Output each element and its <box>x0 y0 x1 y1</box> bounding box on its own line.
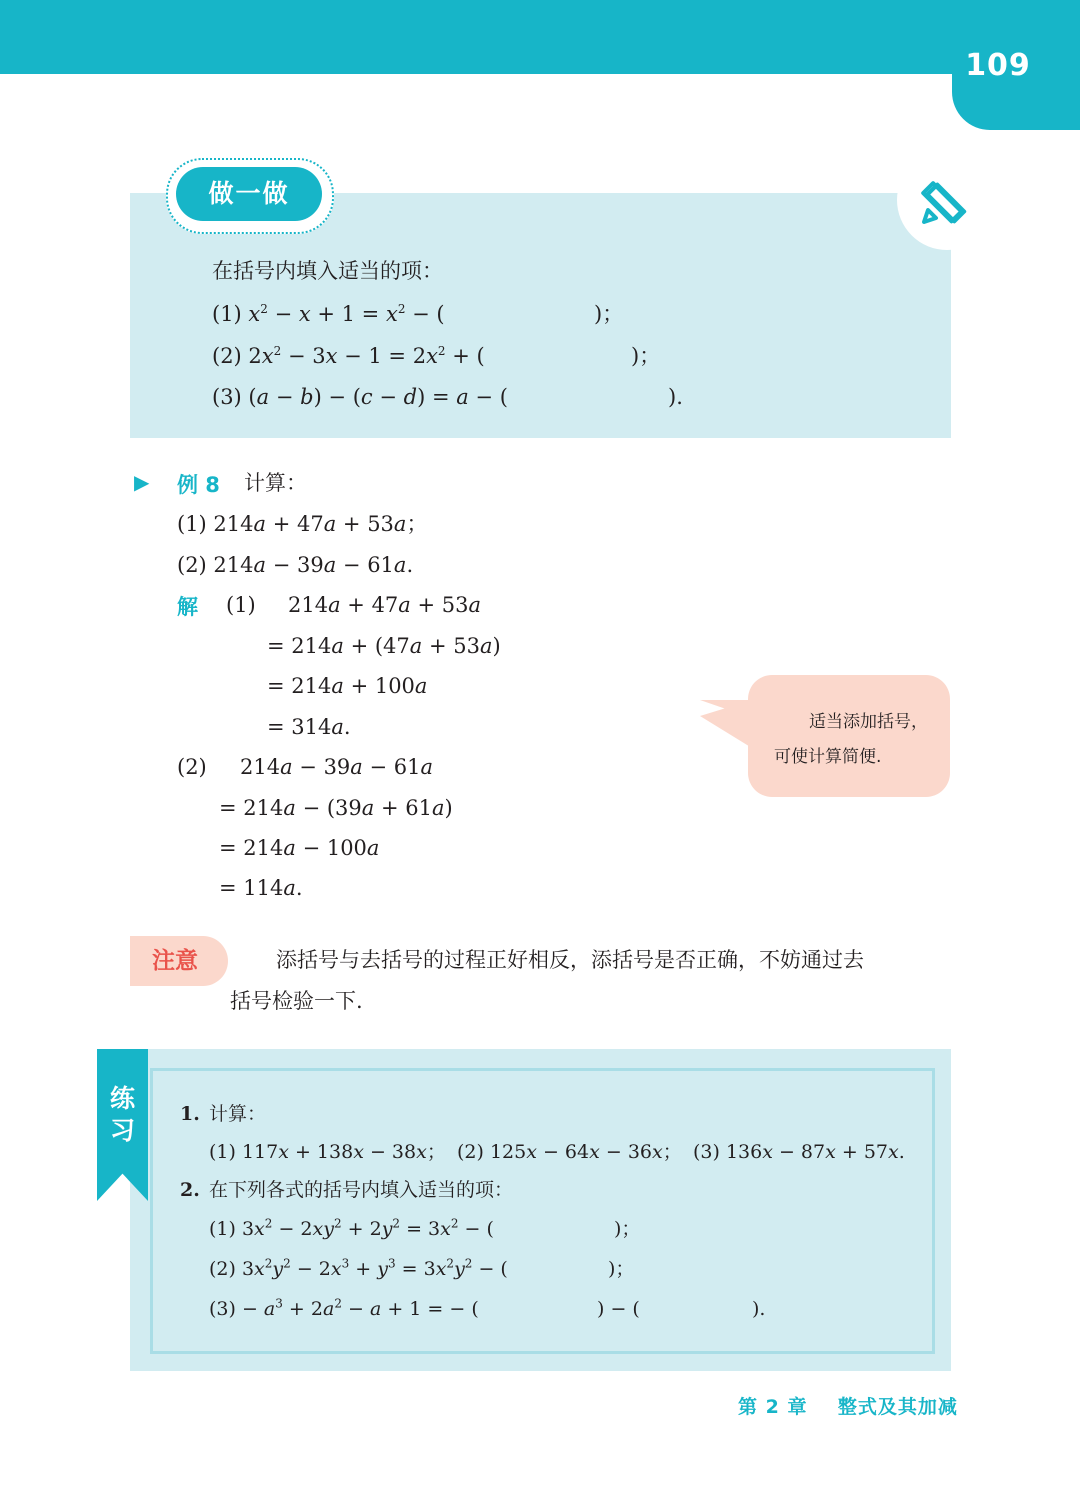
solution-2-line-2: = 214a − (39a + 61a) <box>219 796 453 820</box>
note-line-2: 括号检验一下. <box>230 989 363 1013</box>
solution-1-head: (1) <box>226 593 256 617</box>
solution-1-line-2: = 214a + (47a + 53a) <box>267 634 501 658</box>
do-it-item-3-end: ). <box>668 385 683 409</box>
example-question-2: (2) 214a − 39a − 61a. <box>177 553 414 577</box>
do-it-item-2: (2) $2x^2 - 3x - 1 = 2x^2$ + ( <box>212 344 485 368</box>
practice-q1-part-1: (1) 117x + 138x − 38x； <box>209 1141 446 1163</box>
note-line-1: 添括号与去括号的过程正好相反，添括号是否正确，不妨通过去 <box>276 948 864 972</box>
do-it-item-1-end: )； <box>594 302 624 326</box>
do-it-item-1: (1) $x^2 - x + 1 = x^2$ − ( <box>212 302 445 326</box>
pencil-ruler-icon <box>918 178 968 228</box>
do-it-item-2-end: )； <box>631 344 661 368</box>
footer-chapter: 第 2 章 <box>738 1396 808 1418</box>
practice-q2-item-2-end: )； <box>608 1258 635 1280</box>
callout-line-1: 适当添加括号， <box>809 712 928 732</box>
practice-q2-item-2: (2) $3x^2y^2 - 2x^3 + y^3 = 3x^2y^2$ − ( <box>209 1256 508 1280</box>
practice-q2-text: 在下列各式的括号内填入适当的项： <box>209 1179 514 1201</box>
callout-bubble <box>748 675 950 797</box>
solution-2-line-4: = 114a. <box>219 876 303 900</box>
practice-q2-item-1-end: )； <box>614 1218 641 1240</box>
example-label: 例 8 <box>177 473 220 497</box>
do-it-item-3: (3) (a − b) − (c − d) = a − ( <box>212 385 508 409</box>
page-number: 109 <box>965 48 1031 83</box>
practice-q1-number: 1. <box>180 1103 200 1125</box>
practice-q2-item-3-mid: ) − ( <box>597 1298 640 1320</box>
solution-1-line-4: = 314a. <box>267 715 351 739</box>
solution-label: 解 <box>177 595 198 619</box>
chapter-footer <box>738 1392 958 1419</box>
practice-q2-item-3: $(3) - a^3 + 2a^2 - a + 1$ = − ( <box>209 1296 479 1320</box>
solution-2-line-1: 214a − 39a − 61a <box>240 755 434 779</box>
practice-q2-item-1: (1) $3x^2 - 2xy^2 + 2y^2 = 3x^2$ − ( <box>209 1216 494 1240</box>
solution-2-head: (2) <box>177 755 207 779</box>
example-marker-icon: ▶ <box>134 470 150 494</box>
example-title: 计算： <box>244 471 307 495</box>
practice-q2-item-3-end: ). <box>752 1298 766 1320</box>
note-badge: 注意 <box>130 936 228 986</box>
practice-q1-part-2: (2) 125x − 64x − 36x； <box>457 1141 682 1163</box>
practice-q1-text: 计算： <box>209 1103 267 1125</box>
do-it-prompt: 在括号内填入适当的项： <box>212 259 443 283</box>
practice-q1-part-3: (3) 136x − 87x + 57x. <box>693 1141 905 1163</box>
solution-1-line-1: 214a + 47a + 53a <box>288 593 482 617</box>
practice-tag-label: 练习 <box>109 1084 135 1145</box>
header-band <box>0 0 1080 74</box>
example-question-1: (1) 214a + 47a + 53a； <box>177 512 428 536</box>
solution-1-line-3: = 214a + 100a <box>267 674 428 698</box>
solution-2-line-3: = 214a − 100a <box>219 836 380 860</box>
practice-q2-number: 2. <box>180 1179 200 1201</box>
callout-line-2: 可使计算简便. <box>774 747 882 767</box>
do-it-badge: 做一做 <box>176 167 322 221</box>
footer-title: 整式及其加减 <box>837 1396 958 1418</box>
